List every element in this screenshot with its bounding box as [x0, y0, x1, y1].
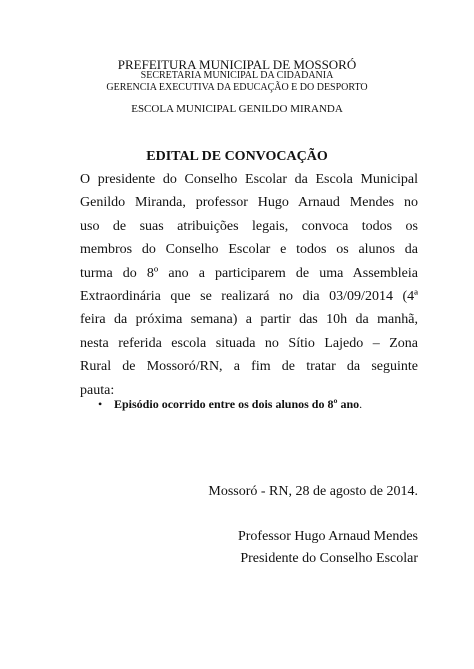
signatory-role: Presidente do Conselho Escolar [240, 551, 418, 566]
agenda-list [98, 396, 362, 412]
body-line: membros do Conselho Escolar e todos os alunos da [80, 242, 418, 258]
header-gerencia: GERENCIA EXECUTIVA DA EDUCAÇÃO E DO DESPORTO [106, 82, 368, 93]
body-line: Genildo Miranda, professor Hugo Arnaud Mendes no [80, 195, 418, 211]
signatory-name: Professor Hugo Arnaud Mendes [237, 529, 418, 544]
body-paragraph [80, 168, 418, 402]
body-line: Rural de Mossoró/RN, a fim de tratar da seguinte [80, 359, 418, 375]
agenda-item-period: . [359, 397, 363, 411]
body-line: pauta: [80, 382, 115, 398]
document-title: EDITAL DE CONVOCAÇÃO [146, 149, 328, 164]
list-item [98, 396, 362, 412]
bullet-icon: • [98, 397, 103, 411]
body-line: turma do 8º ano a participarem de uma Assembleia [80, 265, 418, 281]
body-line: uso de suas atribuições legais, convoca todos os [80, 218, 418, 234]
header-secretaria: SECRETARIA MUNICIPAL DA CIDADANIA [140, 70, 334, 81]
header-escola: ESCOLA MUNICIPAL GENILDO MIRANDA [131, 103, 343, 115]
agenda-item-text: Episódio ocorrido entre os dois alunos do 8º ano [114, 397, 360, 411]
body-line: O presidente do Conselho Escolar da Escola Municipal [80, 172, 418, 187]
place-date: Mossoró - RN, 28 de agosto de 2014. [208, 484, 418, 499]
body-line: feira da próxima semana) a partir das 10h da manhã, [80, 312, 418, 328]
body-line: Extraordinária que se realizará no dia 03/09/2014 (4ª [80, 289, 418, 305]
body-line: nesta referida escola situada no Sítio Lajedo – Zona [80, 335, 418, 351]
header-prefeitura: PREFEITURA MUNICIPAL DE MOSSORÓ [117, 57, 357, 72]
